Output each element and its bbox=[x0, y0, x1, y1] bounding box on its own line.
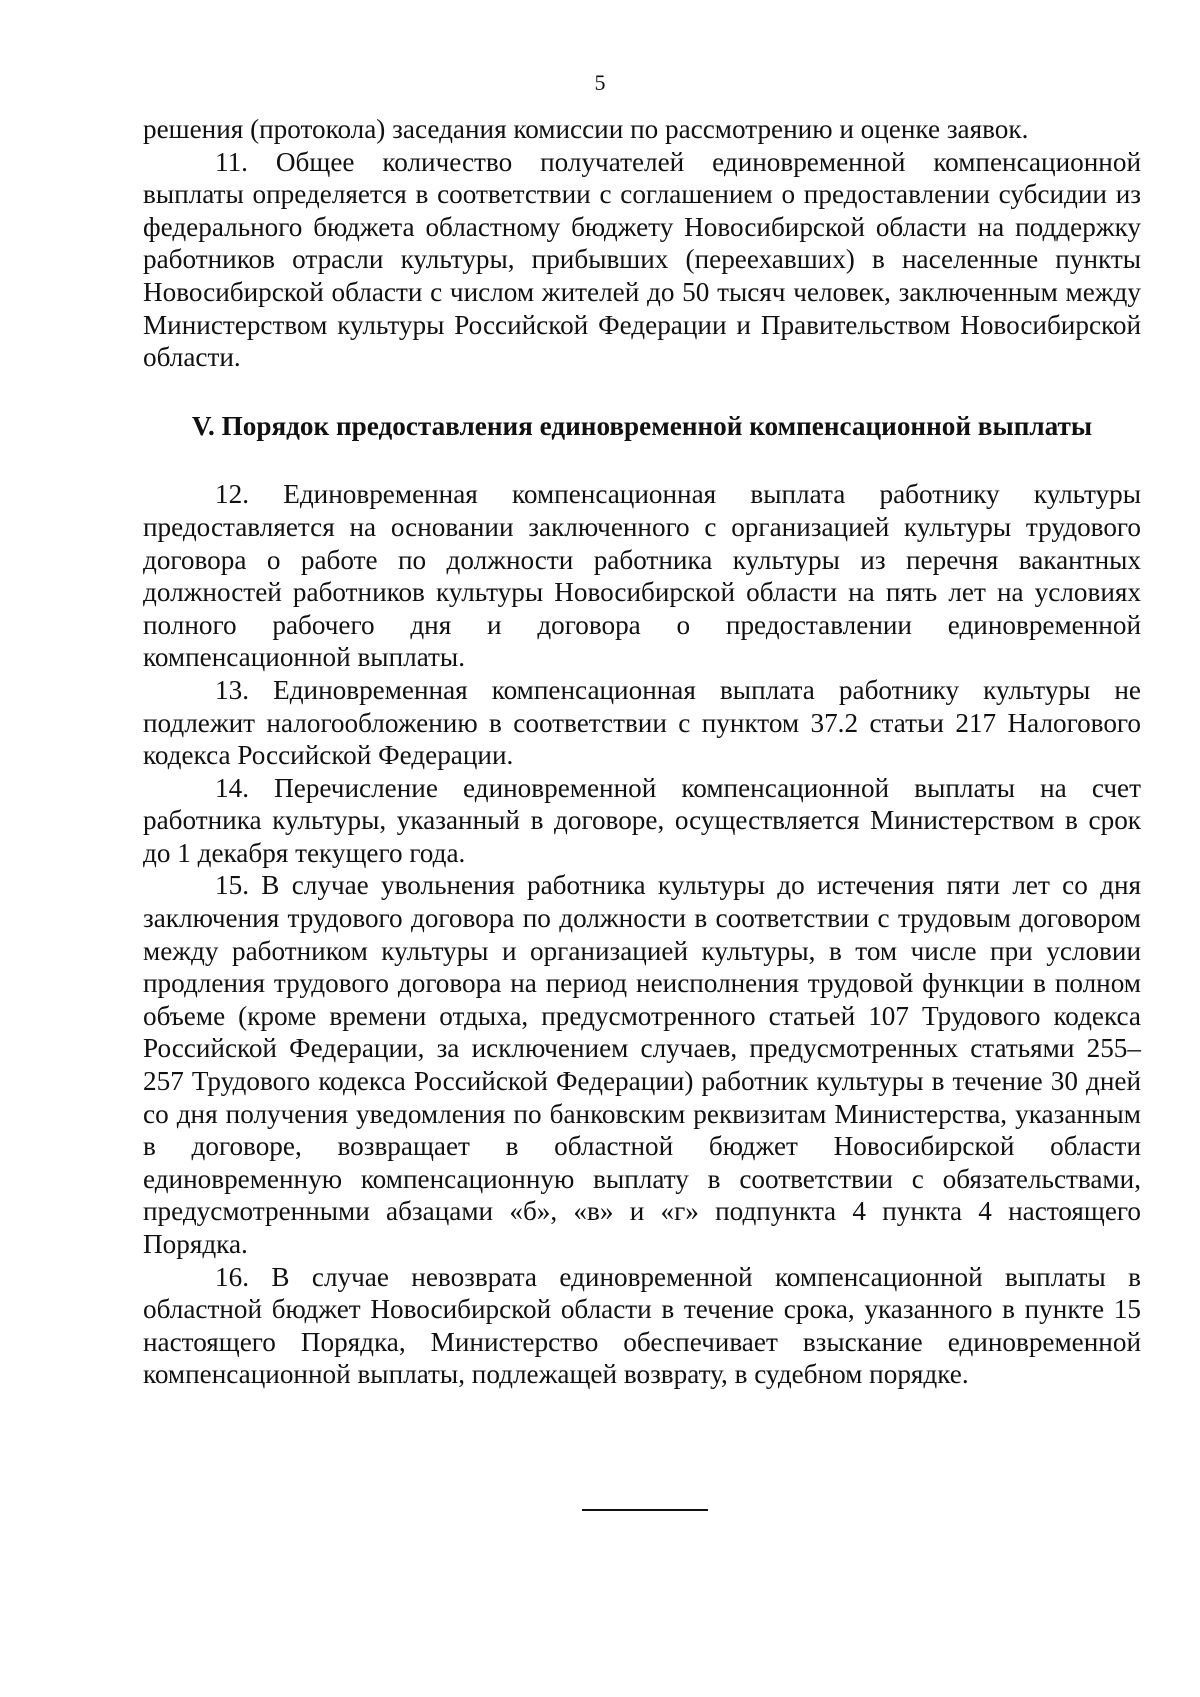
paragraph-number: 12. bbox=[215, 479, 249, 510]
paragraph-text: Единовременная компенсационная выплата работнику культуры предоставляется на основании заключенного с организацией культуры трудового договора о работе по должности работника культуры из перечня вакантных должностей работников культуры Новосибирской области на пять лет на условиях полного рабочего дня и договора о предоставлении единовременной компенсационной выплаты. bbox=[143, 479, 1141, 673]
paragraph-text: Перечисление единовременной компенсационной выплаты на счет работника культуры, указанный в договоре, осуществляется Министерством в срок до 1 декабря текущего года. bbox=[143, 772, 1141, 868]
intro-fragment: решения (протокола) заседания комиссии по рассмотрению и оценке заявок. bbox=[143, 114, 1029, 144]
paragraph-text: Общее количество получателей единовременной компенсационной выплаты определяется в соответствии с соглашением о предоставлении субсидии из федерального бюджета областному бюджету Новосибирской области на поддержку работников отрасли культуры, прибывших (переехавших) в населенные пункты Новосибирской области с числом жителей до 50 тысяч человек, заключенным между Министерством культуры Российской Федерации и Правительством Новосибирской области. bbox=[143, 146, 1141, 373]
end-of-document-rule bbox=[582, 1509, 708, 1511]
paragraph-14 bbox=[143, 772, 1141, 870]
document-body bbox=[143, 113, 1141, 1391]
page-number: 5 bbox=[594, 70, 606, 95]
paragraph-11 bbox=[143, 146, 1141, 374]
paragraph-13 bbox=[143, 674, 1141, 772]
paragraph-text: Единовременная компенсационная выплата работнику культуры не подлежит налогообложению в соответствии с пунктом 37.2 статьи 217 Налогового кодекса Российской Федерации. bbox=[143, 674, 1142, 771]
paragraph-number: 14. bbox=[215, 772, 249, 803]
paragraph-text: В случае увольнения работника культуры до истечения пяти лет со дня заключения трудового договора по должности в соответствии с трудовым договором между работником культуры и организацией культуры, в том числе при условии продления трудового договора на период неисполнения трудовой функции в полном объеме (кроме времени отдыха, предусмотренного статьей 107 Трудового кодекса Российской Федерации, за исключением случаев, предусмотренных статьями 255–257 Трудового кодекса Российской Федерации) работник культуры в течение 30 дней со дня получения уведомления по банковским реквизитам Министерства, указанным в договоре, возвращает в областной бюджет Новосибирской области единовременную компенсационную выплату в соответствии с обязательствами, предусмотренными абзацами «б», «в» и «г» подпункта 4 пункта 4 настоящего Порядка. bbox=[143, 870, 1141, 1259]
paragraph-text: В случае невозврата единовременной компенсационной выплаты в областной бюджет Новосибирской области в течение срока, указанного в пункте 15 настоящего Порядка, Министерство обеспечивает взыскание единовременной компенсационной выплаты, подлежащей возврату, в судебном порядке. bbox=[143, 1261, 1142, 1390]
paragraph-number: 16. bbox=[215, 1261, 249, 1292]
paragraph-12 bbox=[143, 478, 1141, 674]
section-heading: V. Порядок предоставления единовременной компенсационной выплаты bbox=[191, 410, 1093, 441]
paragraph-16 bbox=[143, 1261, 1141, 1391]
paragraph-15 bbox=[143, 869, 1141, 1260]
paragraph-number: 11. bbox=[215, 146, 248, 177]
paragraph-number: 13. bbox=[215, 674, 249, 705]
paragraph-number: 15. bbox=[215, 870, 249, 901]
